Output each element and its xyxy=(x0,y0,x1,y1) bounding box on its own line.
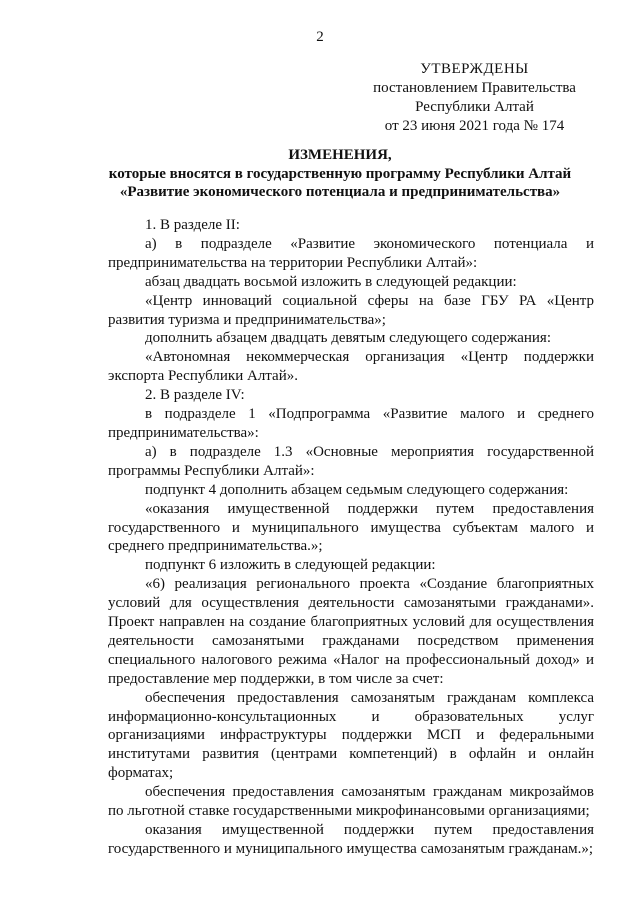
paragraph: подпункт 6 изложить в следующей редакции: xyxy=(145,557,436,574)
paragraph: дополнить абзацем двадцать девятым следующего содержания: xyxy=(145,330,551,347)
paragraph: подпункт 4 дополнить абзацем седьмым следующего содержания: xyxy=(145,481,569,498)
paragraph: «6) реализация регионального проекта «Создание благоприятных условий для осуществления деятельности самозанятыми гражданами». Проект направлен на создание благоприятных условий для осуществления деятельности самозанятыми гражданами посредством применения специального налогового режима «Налог на профессиональный доход» и предоставление мер поддержки, в том числе за счет: xyxy=(108,576,594,687)
paragraph: «Центр инноваций социальной сферы на базе ГБУ РА «Центр развития туризма и предпринимательства»; xyxy=(108,292,594,328)
paragraph: 2. В разделе IV: xyxy=(145,387,245,404)
paragraph: а) в подразделе 1.3 «Основные мероприятия государственной программы Республики Алтай»: xyxy=(108,443,594,479)
paragraph: «Автономная некоммерческая организация «Центр поддержки экспорта Республики Алтай». xyxy=(108,349,594,385)
paragraph: абзац двадцать восьмой изложить в следующей редакции: xyxy=(145,273,517,290)
heading-title: ИЗМЕНЕНИЯ, xyxy=(288,147,392,163)
paragraph: обеспечения предоставления самозанятым гражданам комплекса информационно-консультационных и образовательных услуг организациями инфраструктуры поддержки МСП и федеральными институтами развития (центрами компетенций) в офлайн и онлайн форматах; xyxy=(108,689,594,782)
approval-line: постановлением Правительства xyxy=(373,80,576,96)
approval-line: Республики Алтай xyxy=(415,99,534,115)
document-body xyxy=(108,216,594,859)
paragraph: обеспечения предоставления самозанятым гражданам микрозаймов по льготной ставке государственными микрофинансовыми организациями; xyxy=(108,784,594,820)
paragraph: оказания имущественной поддержки путем предоставления государственного и муниципального имущества самозанятым гражданам.»; xyxy=(108,822,594,857)
heading-subtitle: которые вносятся в государственную программу Республики Алтай xyxy=(108,165,572,182)
heading-program-name: «Развитие экономического потенциала и предпринимательства» xyxy=(119,184,561,200)
paragraph: «оказания имущественной поддержки путем предоставления государственного и муниципального имущества субъектам малого и среднего предпринимательства.»; xyxy=(108,500,594,555)
paragraph: а) в подразделе «Развитие экономического потенциала и предпринимательства на территории Республики Алтай»: xyxy=(108,235,594,271)
approval-stamp xyxy=(362,60,587,136)
page-number: 2 xyxy=(316,29,324,45)
document-heading xyxy=(40,146,640,202)
approval-title: УТВЕРЖДЕНЫ xyxy=(420,61,529,77)
paragraph: 1. В разделе II: xyxy=(145,217,240,233)
approval-date-line: от 23 июня 2021 года № 174 xyxy=(384,118,565,134)
paragraph: в подразделе 1 «Подпрограмма «Развитие малого и среднего предпринимательства»: xyxy=(108,406,594,441)
